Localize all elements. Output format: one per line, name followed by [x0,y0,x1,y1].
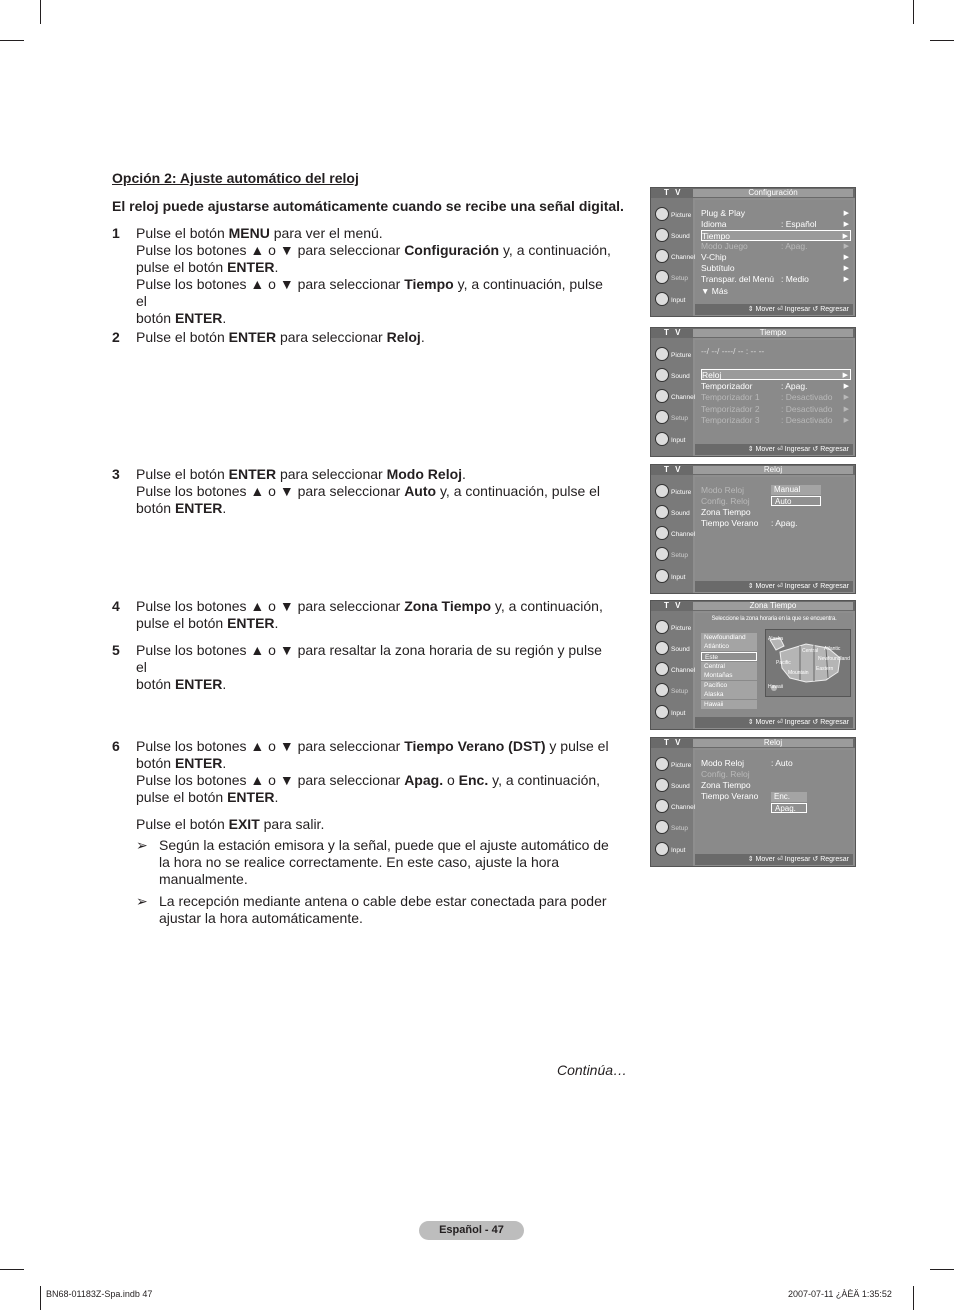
page-number-badge: Español - 47 [419,1221,524,1240]
side-item-picture[interactable]: Picture [653,206,693,224]
note-arrow-icon: ➢ [136,837,148,853]
tv-screen-configuracion [650,187,856,317]
time-zone-map [765,629,851,697]
side-item-sound[interactable]: Sound [653,640,693,658]
side-item-picture[interactable]: Picture [653,756,693,774]
zone-option[interactable]: Pacífico [701,681,757,690]
crop-mark [930,1269,954,1270]
picture-icon [655,757,669,771]
input-icon [655,432,669,446]
step-6-text: Pulse los botones ▲ o ▼ para seleccionar Tiempo Verano (DST) y pulse el botón ENTER. Pulse los botones ▲ o ▼ para seleccionar Apag. o Enc. y, a continuación, pulse el botón ENTER. Pulse el botón EXIT para salir. [136,738,609,832]
side-item-channel[interactable]: Channel [653,248,693,266]
step-4-text: Pulse los botones ▲ o ▼ para seleccionar Zona Tiempo y, a continuación, pulse el botón ENTER. [136,598,603,631]
setup-icon [655,683,669,697]
channel-icon [655,389,669,403]
menu-body [695,613,853,717]
menu-row[interactable]: Temporizador : Apag. ▶ [701,381,849,391]
menu-row[interactable]: Tiempo Verano : Apag. [701,518,798,528]
side-item-setup[interactable]: Setup [653,269,693,287]
side-item-sound[interactable]: Sound [653,504,693,522]
menu-row-disabled: Temporizador 1 : Desactivado ▶ [701,392,849,402]
crop-mark [913,0,914,24]
side-item-setup[interactable]: Setup [653,409,693,427]
sound-icon [655,641,669,655]
menu-row-selected[interactable]: Reloj ▶ [701,369,851,380]
tv-label: T V [664,188,683,197]
side-item-input[interactable]: Input [653,568,693,586]
screen-title: Tiempo [693,329,853,337]
side-item-input[interactable]: Input [653,431,693,449]
note-arrow-icon: ➢ [136,893,148,909]
side-item-picture[interactable]: Picture [653,346,693,364]
screen-footer: ⇕ Mover ⏎ Ingresar ↺ Regresar [695,444,853,455]
side-item-setup[interactable]: Setup [653,819,693,837]
tv-label: T V [664,738,683,747]
sound-icon [655,368,669,382]
side-menu [651,611,696,729]
zone-option[interactable]: Central [701,662,757,671]
tv-screen-reloj [650,464,856,594]
side-item-channel[interactable]: Channel [653,661,693,679]
option-apag-selected[interactable]: Apag. [771,803,807,813]
continue-label: Continúa… [557,1062,628,1078]
channel-icon [655,799,669,813]
zone-option[interactable]: Newfoundland [701,633,757,642]
step-number: 4 [112,598,120,614]
map-label: Hawaii [768,684,784,690]
side-item-setup[interactable]: Setup [653,546,693,564]
step-number: 3 [112,466,120,482]
tv-screen-tiempo [650,327,856,457]
step-number: 1 [112,225,120,241]
menu-row[interactable]: Zona Tiempo [701,507,751,517]
menu-row[interactable]: Idioma : Español ▶ [701,219,849,229]
side-item-channel[interactable]: Channel [653,798,693,816]
menu-row[interactable]: Subtítulo ▶ [701,263,849,273]
side-item-sound[interactable]: Sound [653,367,693,385]
crop-mark [40,1286,41,1310]
tv-screen-zona-tiempo [650,600,856,730]
menu-row-disabled: Config. Reloj [701,769,750,779]
side-item-input[interactable]: Input [653,841,693,859]
side-menu [651,748,696,866]
step-5-text: Pulse los botones ▲ o ▼ para resaltar la zona horaria de su región y pulse el botón ENTER. [136,642,602,692]
menu-row-disabled: Temporizador 2 : Desactivado ▶ [701,404,849,414]
zone-option-selected[interactable]: Este [701,652,757,661]
note-2 [136,893,616,927]
clock-readout: --/ --/ ----/ -- : -- -- [701,346,765,356]
side-item-channel[interactable]: Channel [653,525,693,543]
zone-prompt: Seleccione la zona horaria en la que se encuentra. [711,616,837,622]
step-3-text: Pulse el botón ENTER para seleccionar Modo Reloj. Pulse los botones ▲ o ▼ para seleccionar Auto y, a continuación, pulse el botón ENTER. [136,466,601,516]
screen-title: Reloj [693,466,853,474]
crop-mark [40,0,41,24]
map-label: Central [802,648,819,654]
crop-mark [930,40,954,41]
footer-timestamp: 2007-07-11 ¿ÀÈÄ 1:35:52 [788,1289,892,1299]
side-menu [651,338,696,456]
zone-option[interactable]: Hawaii [701,700,757,709]
screen-title: Configuración [693,189,853,197]
note-text: Según la estación emisora y la señal, puede que el ajuste automático de la hora no se realice correctamente. En este caso, ajuste la hora manualmente. [159,837,609,887]
tv-screen-reloj-dst [650,737,856,867]
zone-option[interactable]: Montañas [701,671,757,680]
option-enc[interactable]: Enc. [771,792,807,802]
picture-icon [655,347,669,361]
side-item-sound[interactable]: Sound [653,777,693,795]
menu-row[interactable]: Plug & Play ▶ [701,208,849,218]
side-item-input[interactable]: Input [653,291,693,309]
map-label: Eastern [816,666,834,672]
menu-row-more[interactable]: ▼ Más [701,286,728,296]
menu-body [695,340,853,444]
step-number: 2 [112,329,120,345]
input-icon [655,705,669,719]
picture-icon [655,620,669,634]
step-2-text: Pulse el botón ENTER para seleccionar Reloj. [136,329,425,345]
input-icon [655,292,669,306]
intro-text: El reloj puede ajustarse automáticamente cuando se recibe una señal digital. [112,198,624,214]
menu-row[interactable]: Zona Tiempo [701,780,751,790]
tv-label: T V [664,601,683,610]
side-menu [651,475,696,593]
map-label: Atlantic [824,646,841,652]
map-label: Newfoundland [818,656,850,662]
side-item-picture[interactable]: Picture [653,483,693,501]
footer-filename: BN68-01183Z-Spa.indb 47 [46,1289,153,1299]
menu-row[interactable]: Modo Reloj : Auto [701,758,793,768]
menu-body [695,750,853,854]
section-heading: Opción 2: Ajuste automático del reloj [112,170,359,186]
screen-title: Zona Tiempo [693,602,853,610]
setup-icon [655,270,669,284]
setup-icon [655,410,669,424]
input-icon [655,569,669,583]
screen-footer: ⇕ Mover ⏎ Ingresar ↺ Regresar [695,581,853,592]
option-auto-selected[interactable]: Auto [771,496,821,506]
screen-title: Reloj [693,739,853,747]
setup-icon [655,547,669,561]
menu-row[interactable]: Transpar. del Menú : Medio ▶ [701,274,849,284]
menu-row[interactable]: Tiempo Verano [701,791,759,801]
step-number: 6 [112,738,120,754]
screen-footer: ⇕ Mover ⏎ Ingresar ↺ Regresar [695,854,853,865]
sound-icon [655,505,669,519]
zone-option[interactable]: Atlántico [701,642,757,651]
step-number: 5 [112,642,120,658]
menu-row-disabled: Modo Juego : Apag. ▶ [701,241,849,251]
crop-mark [0,40,24,41]
channel-icon [655,662,669,676]
screen-footer: ⇕ Mover ⏎ Ingresar ↺ Regresar [695,717,853,728]
sound-icon [655,778,669,792]
side-menu [651,198,696,316]
map-label: Alaska [768,636,784,642]
side-item-channel[interactable]: Channel [653,388,693,406]
tv-label: T V [664,328,683,337]
side-item-picture[interactable]: Picture [653,619,693,637]
picture-icon [655,484,669,498]
menu-row-disabled: Temporizador 3 : Desactivado ▶ [701,415,849,425]
side-item-sound[interactable]: Sound [653,227,693,245]
menu-row-disabled: Config. Reloj [701,496,750,506]
map-label: Mountain [788,670,809,676]
setup-icon [655,820,669,834]
sound-icon [655,228,669,242]
channel-icon [655,526,669,540]
crop-mark [0,1269,24,1270]
step-1-text: Pulse el botón MENU para ver el menú. Pulse los botones ▲ o ▼ para seleccionar Configuración y, a continuación, pulse el botón ENTER. Pulse los botones ▲ o ▼ para seleccionar Tiempo y, a continuación, pulse el botón ENTER. [136,225,611,326]
note-1 [136,837,616,888]
menu-body [695,477,853,581]
tv-label: T V [664,465,683,474]
menu-row[interactable]: Modo Reloj [701,485,744,495]
screen-footer: ⇕ Mover ⏎ Ingresar ↺ Regresar [695,304,853,315]
map-label: Pacific [776,660,791,666]
side-item-setup[interactable]: Setup [653,682,693,700]
note-text: La recepción mediante antena o cable debe estar conectada para poder ajustar la hora automáticamente. [159,893,607,926]
option-manual[interactable]: Manual [771,485,821,495]
input-icon [655,842,669,856]
menu-body [695,200,853,304]
zone-option[interactable]: Alaska [701,690,757,699]
side-item-input[interactable]: Input [653,704,693,722]
menu-row[interactable]: V-Chip ▶ [701,252,849,262]
crop-mark [913,1286,914,1310]
picture-icon [655,207,669,221]
channel-icon [655,249,669,263]
menu-row-selected[interactable]: Tiempo ▶ [701,230,851,241]
